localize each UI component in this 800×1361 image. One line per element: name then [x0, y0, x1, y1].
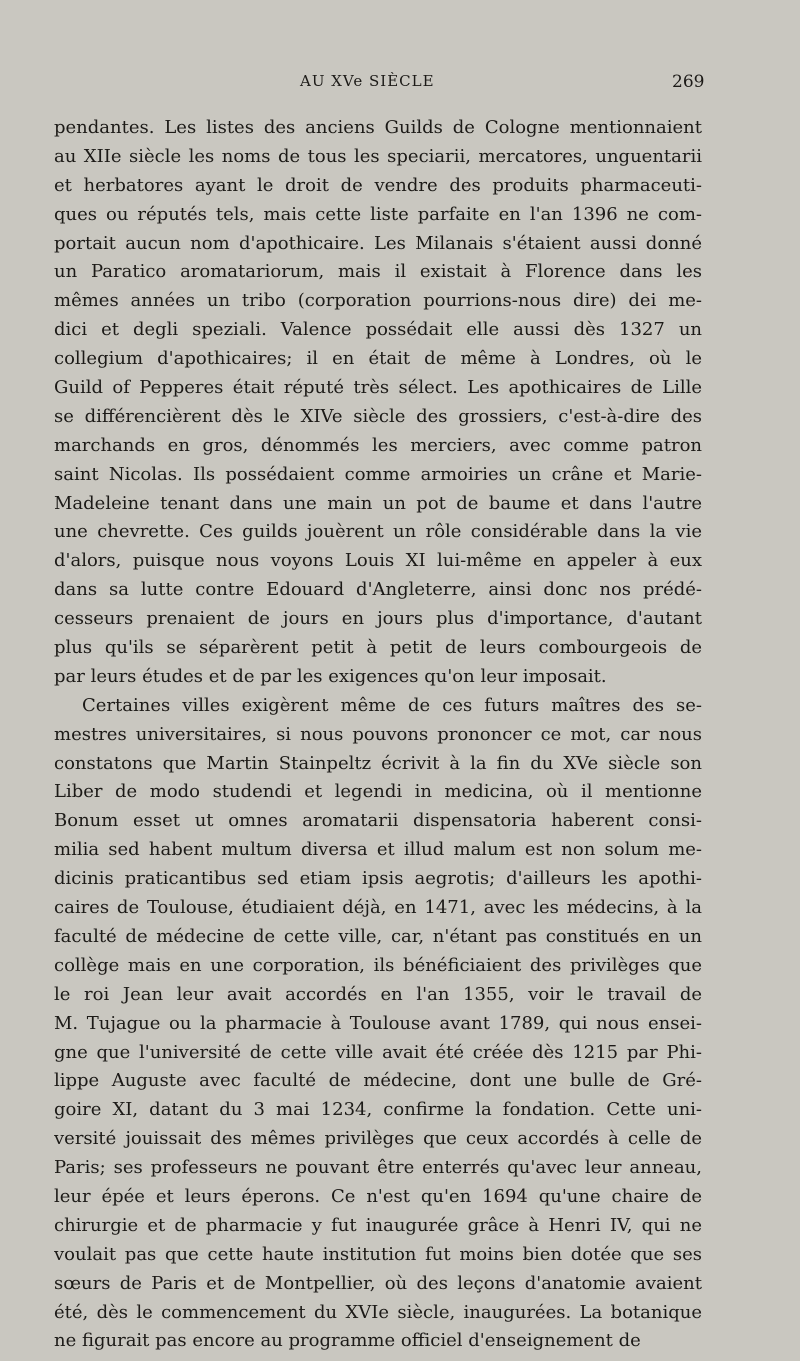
- running-title: AU XVe SIÈCLE: [300, 72, 435, 90]
- text-line: plus qu'ils se séparèrent petit à petit de leurs combourgeois de: [54, 637, 702, 659]
- text-line: cesseurs prenaient de jours en jours plus d'importance, d'autant: [54, 608, 702, 630]
- text-line: lippe Auguste avec faculté de médecine, dont une bulle de Gré-: [54, 1070, 702, 1092]
- text-line: mestres universitaires, si nous pouvons prononcer ce mot, car nous: [54, 723, 702, 745]
- text-line: dans sa lutte contre Edouard d'Angleterre, ainsi donc nos prédé-: [54, 579, 702, 601]
- text-line: milia sed habent multum diversa et illud malum est non solum me-: [54, 839, 702, 861]
- text-line: Bonum esset ut omnes aromatarii dispensatoria haberent consi-: [54, 810, 702, 832]
- text-line: d'alors, puisque nous voyons Louis XI lui-même en appeler à eux: [54, 550, 702, 572]
- text-line: faculté de médecine de cette ville, car, n'étant pas constitués en un: [54, 925, 702, 947]
- text-line: sœurs de Paris et de Montpellier, où des leçons d'anatomie avaient: [54, 1272, 702, 1294]
- text-line: Madeleine tenant dans une main un pot de baume et dans l'autre: [54, 492, 702, 514]
- text-line: dici et degli speziali. Valence possédait elle aussi dès 1327 un: [54, 319, 702, 341]
- text-line: voulait pas que cette haute institution fut moins bien dotée que ses: [54, 1243, 702, 1265]
- text-line: Liber de modo studendi et legendi in medicina, où il mentionne: [54, 781, 702, 803]
- text-line: le roi Jean leur avait accordés en l'an 1355, voir le travail de: [54, 983, 702, 1005]
- text-line: Certaines villes exigèrent même de ces futurs maîtres des se-: [82, 694, 702, 716]
- text-line: ques ou réputés tels, mais cette liste parfaite en l'an 1396 ne com-: [54, 203, 702, 225]
- text-line: dicinis praticantibus sed etiam ipsis aegrotis; d'ailleurs les apothi-: [54, 868, 702, 890]
- text-line: marchands en gros, dénommés les merciers, avec comme patron: [54, 434, 702, 456]
- text-line: collège mais en une corporation, ils bénéficiaient des privilèges que: [54, 954, 702, 976]
- text-line: été, dès le commencement du XVIe siècle, inaugurées. La botanique: [54, 1301, 702, 1323]
- text-line: collegium d'apothicaires; il en était de même à Londres, où le: [54, 348, 702, 370]
- text-line: leur épée et leurs éperons. Ce n'est qu'en 1694 qu'une chaire de: [54, 1185, 702, 1207]
- text-line: au XIIe siècle les noms de tous les speciarii, mercatores, unguentarii: [54, 145, 702, 167]
- text-line: M. Tujague ou la pharmacie à Toulouse avant 1789, qui nous ensei-: [54, 1012, 702, 1034]
- text-line: pendantes. Les listes des anciens Guilds de Cologne mentionnaient: [54, 117, 702, 138]
- body-text: [54, 114, 702, 1356]
- text-line: caires de Toulouse, étudiaient déjà, en 1471, avec les médecins, à la: [54, 897, 702, 919]
- text-line: un Paratico aromatariorum, mais il existait à Florence dans les: [54, 261, 702, 283]
- text-line: gne que l'université de cette ville avait été créée dès 1215 par Phi-: [54, 1041, 702, 1063]
- text-line: ne figurait pas encore au programme officiel d'enseignement de: [54, 1330, 641, 1352]
- running-head: [0, 72, 800, 96]
- text-line: portait aucun nom d'apothicaire. Les Milanais s'étaient aussi donné: [54, 232, 702, 254]
- text-line: par leurs études et de par les exigences qu'on leur imposait.: [54, 665, 607, 687]
- text-line: chirurgie et de pharmacie y fut inaugurée grâce à Henri IV, qui ne: [54, 1214, 702, 1236]
- text-line: une chevrette. Ces guilds jouèrent un rôle considérable dans la vie: [54, 521, 702, 543]
- text-line: Paris; ses professeurs ne pouvant être enterrés qu'avec leur anneau,: [54, 1157, 702, 1179]
- text-line: Guild of Pepperes était réputé très sélect. Les apothicaires de Lille: [54, 377, 702, 399]
- page-number: 269: [672, 72, 705, 92]
- text-line: mêmes années un tribo (corporation pourrions-nous dire) dei me-: [54, 290, 702, 312]
- text-line: se différencièrent dès le XIVe siècle des grossiers, c'est-à-dire des: [54, 405, 702, 427]
- text-line: versité jouissait des mêmes privilèges que ceux accordés à celle de: [54, 1128, 702, 1150]
- text-line: saint Nicolas. Ils possédaient comme armoiries un crâne et Marie-: [54, 463, 702, 485]
- text-line: goire XI, datant du 3 mai 1234, confirme la fondation. Cette uni-: [54, 1099, 702, 1121]
- text-line: constatons que Martin Stainpeltz écrivit à la fin du XVe siècle son: [54, 752, 702, 774]
- text-line: et herbatores ayant le droit de vendre des produits pharmaceuti-: [54, 174, 702, 196]
